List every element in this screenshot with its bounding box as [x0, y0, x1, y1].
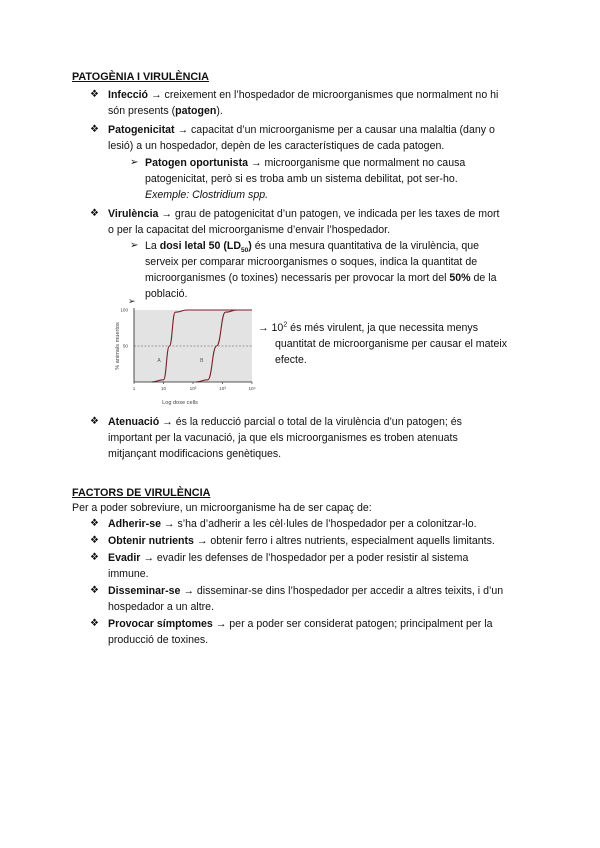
bullet-icon: ❖: [90, 124, 99, 135]
factors-intro: Per a poder sobreviure, un microorganisme ha de ser capaç de:: [72, 502, 372, 514]
dl50-term: dosi letal 50 $(LD_{50})$: [159, 240, 252, 255]
y-tick-label: 100: [120, 307, 128, 313]
region-label-b: B: [200, 357, 204, 364]
factor-item-evadir: Evadir → evadir les defenses de l’hospedador per a poder resistir al sistema immune.: [108, 552, 469, 580]
x-tick-label: 1: [132, 386, 136, 391]
y-axis-label: % animals muertos: [115, 322, 121, 370]
virulencia-term: Virulència: [108, 208, 159, 220]
arrow-bullet-icon: ➢: [130, 240, 139, 251]
example-text: Exemple: Clostridium spp.: [145, 189, 269, 201]
bullet-icon: ❖: [90, 552, 99, 563]
factor-item-disseminar: Disseminar-se → disseminar-se dins l’hospedador per accedir a altres teixits, i d’un hospedador a un altre.: [108, 585, 504, 613]
arrow-bullet-icon: ➢: [130, 157, 139, 168]
atenuacio-term: Atenuació: [108, 416, 160, 428]
oportunista-term: Patogen oportunista: [145, 157, 248, 169]
section-title-factors: FACTORS DE VIRULÈNCIA: [72, 487, 211, 499]
patogenicitat-term: Patogenicitat: [108, 124, 175, 136]
x-axis-label: Log dose cells: [162, 400, 198, 406]
bullet-icon: ❖: [90, 535, 99, 546]
section-title-patogenia: PATOGÈNIA I VIRULÈNCIA: [72, 71, 209, 83]
bullet-icon: ❖: [90, 416, 99, 427]
dl50-paragraph: La dosi letal 50 $(LD_{50})$ és una mesura quantitativa de la virulència, que serveix per comparar microorganismes o soques, indica la quantitat de microorganismes (o toxines) necessaris per provocar la mort del 50% de la població.: [145, 240, 497, 300]
x-tick-label: 10³: [219, 386, 226, 391]
bullet-icon: ❖: [90, 89, 99, 100]
oportunista-paragraph: Patogen oportunista → microorganisme que normalment no causa patogenicitat, però si es troba amb un sistema debilitat, pot ser-ho. Exemple: Clostridium spp.: [145, 157, 466, 201]
x-tick-label: 10⁴: [248, 386, 256, 391]
region-label-a: A: [157, 357, 161, 364]
bullet-icon: ❖: [90, 618, 99, 629]
bullet-icon: ❖: [90, 518, 99, 529]
x-tick-label: 10: [160, 386, 167, 391]
ld50-chart: [110, 296, 260, 408]
ld50-comparison-note: → $10^2$ és més virulent, ja que necessita menys quantitat de microorganisme per causar el mateix efecte.: [258, 321, 507, 366]
y-tick-label: 50: [122, 343, 128, 349]
infeccio-term: Infecció: [108, 89, 149, 101]
virulencia-paragraph: Virulència → grau de patogenicitat d’un patogen, ve indicada per les taxes de mort o per la capacitat del microorganisme d’envair l’hospedador.: [108, 208, 500, 236]
infeccio-paragraph: Infecció → creixement en l’hospedador de microorganismes que normalment no hi són presents (patogen).: [108, 89, 499, 117]
x-tick-label: 10²: [189, 386, 197, 391]
factor-item-nutrients: Obtenir nutrients → obtenir ferro i altres nutrients, especialment aquells limitants.: [108, 535, 495, 547]
factor-item-simptomes: Provocar símptomes → per a poder ser considerat patogen; principalment per la producció de toxines.: [108, 618, 493, 646]
patogenicitat-paragraph: Patogenicitat → capacitat d’un microorganisme per a causar una malaltia (dany o lesió) a un hospedador, depèn de les característiques de cada patogen.: [108, 124, 495, 152]
factor-item-adherir: Adherir-se → s’ha d’adherir a les cèl·lules de l’hospedador per a colonitzar-lo.: [108, 518, 477, 530]
bullet-icon: ❖: [90, 208, 99, 219]
bullet-icon: ❖: [90, 585, 99, 596]
arrow-bullet-icon: ➢: [128, 297, 136, 307]
atenuacio-paragraph: Atenuació → és la reducció parcial o total de la virulència d’un patogen; és important per la vacunació, ja que els microorganismes es troben atenuats mitjançant modificacions genètiques.: [108, 416, 462, 460]
